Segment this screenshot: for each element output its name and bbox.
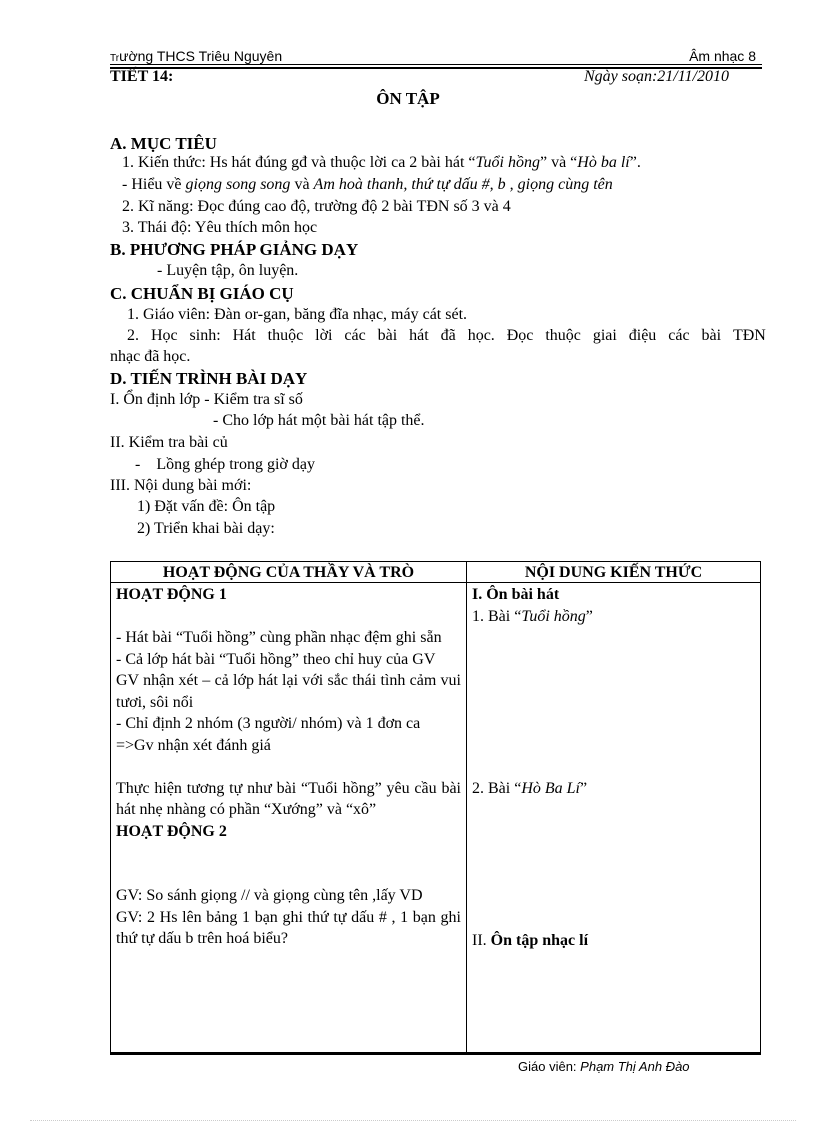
step-stabilize-detail: - Cho lớp hát một bài hát tập thể. [213, 412, 425, 429]
activity-2-item: GV: So sánh giọng // và giọng cùng tên ,lấy VD [116, 887, 423, 904]
section-a-title: A. MỤC TIÊU [110, 134, 217, 153]
table-column-divider [466, 562, 467, 1052]
activity-2-title: HOẠT ĐỘNG 2 [116, 822, 227, 840]
activity-1-item: =>Gv nhận xét đánh giá [116, 736, 271, 754]
table-header-divider [111, 582, 760, 583]
content-song-2: 2. Bài “Hò Ba Lí” [472, 780, 588, 797]
header-rule-thin [110, 64, 762, 65]
objective-knowledge: 1. Kiến thức: Hs hát đúng gđ và thuộc lời ca 2 bài hát “Tuổi hồng” và “Hò ba lí”. [122, 154, 641, 171]
content-section-2: II. Ôn tập nhạc lí [472, 932, 589, 949]
section-c-title: C. CHUẨN BỊ GIÁO CỤ [110, 284, 294, 303]
activity-1-item: - Cả lớp hát bài “Tuổi hồng” theo chỉ huy của GV [116, 650, 436, 668]
activity-2-item: GV: 2 Hs lên bảng 1 bạn ghi thứ tự dấu # , 1 bạn ghi thứ tự dấu b trên hoá biểu? [116, 908, 461, 947]
prep-teacher: 1. Giáo viên: Đàn or-gan, băng đĩa nhạc, máy cát sét. [127, 306, 468, 323]
prep-student: 2. Học sinh: Hát thuộc lời các bài hát đã học. Đọc thuộc giai điệu các bài TĐN [127, 327, 766, 344]
prep-date: Ngày soạn:21/11/2010 [583, 68, 729, 85]
step-review: II. Kiểm tra bài củ [110, 434, 228, 451]
activity-1-item: - Hát bài “Tuổi hồng” cùng phần nhạc đệm ghi sẵn [116, 629, 442, 646]
activity-1-item: Thực hiện tương tự như bài “Tuổi hồng” yêu cầu bài hát nhẹ nhàng có phần “Xướng” và “xô” [116, 779, 461, 818]
teacher-signature: Giáo viên: Phạm Thị Anh Đào [518, 1059, 690, 1074]
school-name: Trường THCS Triêu Nguyên [110, 48, 283, 64]
page-edge [30, 1120, 796, 1121]
section-b-title: B. PHƯƠNG PHÁP GIẢNG DẠY [110, 240, 359, 259]
activities-column [116, 584, 461, 950]
objective-understanding: - Hiểu về giọng song song và Am hoà thanh, thứ tự dấu #, b , giọng cùng tên [122, 176, 613, 193]
section-d-title: D. TIẾN TRÌNH BÀI DẠY [110, 369, 308, 388]
activity-1-title: HOẠT ĐỘNG 1 [116, 586, 227, 603]
step-stabilize: I. Ổn định lớp - Kiểm tra sĩ số [110, 391, 303, 408]
page-title: ÔN TẬP [376, 89, 440, 108]
prep-student-cont: nhạc đã học. [110, 348, 191, 365]
step-deploy: 2) Triển khai bài dạy: [137, 520, 275, 537]
subject-label: Âm nhạc 8 [689, 48, 756, 64]
step-problem: 1) Đặt vấn đề: Ôn tập [137, 498, 276, 515]
content-column [472, 584, 756, 949]
activity-1-item: GV nhận xét – cả lớp hát lại với sắc thái tình cảm vui tươi, sôi nổi [116, 672, 461, 711]
objective-skills: 2. Kĩ năng: Đọc đúng cao độ, trường độ 2 bài TĐN số 3 và 4 [122, 198, 511, 215]
activity-1-item: - Chỉ định 2 nhóm (3 người/ nhóm) và 1 đơn ca [116, 715, 421, 732]
step-new-content: III. Nội dung bài mới: [110, 477, 252, 494]
lesson-number: TIẾT 14: [110, 68, 174, 85]
table-header-activities: HOẠT ĐỘNG CỦA THẦY VÀ TRÒ [162, 564, 415, 581]
lesson-table [110, 561, 761, 1055]
content-section-1: I. Ôn bài hát [472, 586, 560, 603]
objective-attitude: 3. Thái độ: Yêu thích môn học [122, 219, 318, 236]
method-item: - Luyện tập, ôn luyện. [157, 262, 299, 279]
content-song-1: 1. Bài “Tuổi hồng” [472, 607, 593, 625]
table-header-content: NỘI DUNG KIẾN THỨC [524, 564, 703, 581]
step-review-detail: - Lồng ghép trong giờ dạy [135, 456, 315, 473]
